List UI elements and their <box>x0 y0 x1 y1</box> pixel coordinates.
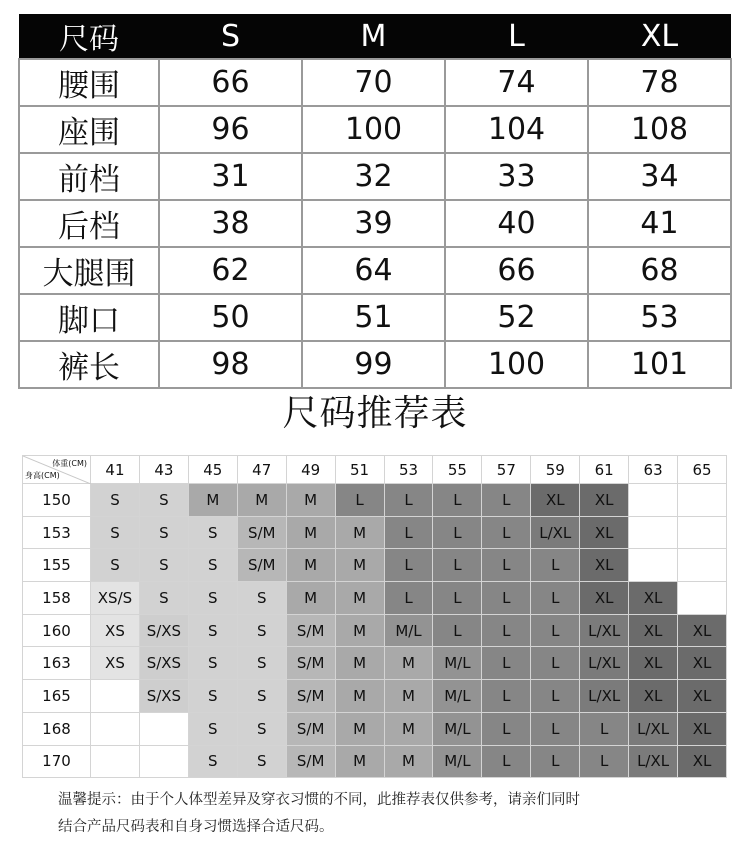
weight-header-cell: 49 <box>286 456 335 484</box>
height-row <box>23 484 727 517</box>
recommended-size-cell: S <box>91 549 140 582</box>
recommended-size-cell: M <box>384 745 433 778</box>
measurement-value: 34 <box>588 153 731 200</box>
recommended-size-cell: L/XL <box>531 516 580 549</box>
recommended-size-cell: XL <box>678 614 727 647</box>
measurement-label: 前档 <box>19 153 159 200</box>
recommended-size-cell: L <box>482 680 531 713</box>
recommended-size-cell: L <box>482 516 531 549</box>
recommended-size-cell: S/M <box>286 745 335 778</box>
recommended-size-cell: XL <box>678 745 727 778</box>
measurement-label: 后档 <box>19 200 159 247</box>
recommended-size-cell: M/L <box>384 614 433 647</box>
recommended-size-cell: XS <box>91 647 140 680</box>
recommended-size-cell: S <box>188 614 237 647</box>
recommended-size-cell: S/M <box>286 712 335 745</box>
measurement-value: 50 <box>159 294 302 341</box>
measurement-value: 98 <box>159 341 302 388</box>
recommended-size-cell: L <box>482 712 531 745</box>
measurement-value: 74 <box>445 59 588 106</box>
measurement-value: 70 <box>302 59 445 106</box>
recommended-size-cell: XL <box>580 549 629 582</box>
height-row <box>23 549 727 582</box>
recommended-size-cell: M/L <box>433 647 482 680</box>
recommended-size-cell: S <box>139 582 188 615</box>
measurement-value: 40 <box>445 200 588 247</box>
height-label-cell: 160 <box>23 614 91 647</box>
recommended-size-cell: S/M <box>286 647 335 680</box>
height-label-cell: 163 <box>23 647 91 680</box>
recommended-size-cell: S <box>237 647 286 680</box>
weight-header-cell: 51 <box>335 456 384 484</box>
recommended-size-cell: XL <box>678 712 727 745</box>
measurement-value: 66 <box>159 59 302 106</box>
recommended-size-cell <box>629 549 678 582</box>
height-label-cell: 165 <box>23 680 91 713</box>
recommended-size-cell <box>678 549 727 582</box>
recommended-size-cell: S <box>139 484 188 517</box>
recommended-size-cell: L <box>531 549 580 582</box>
height-row <box>23 712 727 745</box>
height-row <box>23 745 727 778</box>
recommended-size-cell: S/M <box>286 680 335 713</box>
recommended-size-cell: M <box>335 680 384 713</box>
recommended-size-cell: XL <box>678 647 727 680</box>
height-label-cell: 170 <box>23 745 91 778</box>
recommended-size-cell: L <box>482 582 531 615</box>
recommended-size-cell: L <box>335 484 384 517</box>
measurement-value: 96 <box>159 106 302 153</box>
tip-note <box>58 787 718 841</box>
size-chart-body <box>19 59 731 388</box>
size-row <box>19 247 731 294</box>
size-row <box>19 294 731 341</box>
recommended-size-cell <box>629 516 678 549</box>
recommended-size-cell: L <box>384 484 433 517</box>
measurement-label: 腰围 <box>19 59 159 106</box>
recommended-size-cell: M/L <box>433 745 482 778</box>
recommended-size-cell: L <box>433 614 482 647</box>
recommended-size-cell: L <box>433 582 482 615</box>
recommended-size-cell: S/M <box>237 516 286 549</box>
measurement-value: 99 <box>302 341 445 388</box>
recommended-size-cell: XL <box>678 680 727 713</box>
weight-header-cell: 55 <box>433 456 482 484</box>
grid-corner-cell <box>23 456 91 484</box>
recommended-size-cell <box>629 484 678 517</box>
measurement-label: 裤长 <box>19 341 159 388</box>
recommended-size-cell: L/XL <box>629 712 678 745</box>
recommended-size-cell: L <box>580 745 629 778</box>
recommended-size-cell <box>91 680 140 713</box>
recommended-size-cell: S <box>237 712 286 745</box>
recommended-size-cell: S <box>139 549 188 582</box>
weight-header-cell: 63 <box>629 456 678 484</box>
recommended-size-cell: M <box>335 647 384 680</box>
weight-header-cell: 45 <box>188 456 237 484</box>
recommended-size-cell: S <box>188 647 237 680</box>
recommendation-title: 尺码推荐表 <box>282 393 468 434</box>
recommended-size-cell: M <box>384 680 433 713</box>
measurement-label: 座围 <box>19 106 159 153</box>
measurement-value: 53 <box>588 294 731 341</box>
weight-header-cell: 59 <box>531 456 580 484</box>
recommended-size-cell: XL <box>629 647 678 680</box>
recommendation-grid-body <box>23 484 727 778</box>
recommended-size-cell: XS <box>91 614 140 647</box>
size-row <box>19 341 731 388</box>
recommended-size-cell: L <box>384 582 433 615</box>
recommended-size-cell: XL <box>580 516 629 549</box>
weight-header-cell: 41 <box>91 456 140 484</box>
measurement-value: 38 <box>159 200 302 247</box>
recommended-size-cell: M <box>335 614 384 647</box>
height-row <box>23 516 727 549</box>
weight-header-cell: 65 <box>678 456 727 484</box>
recommended-size-cell: L/XL <box>580 680 629 713</box>
height-label-cell: 150 <box>23 484 91 517</box>
measurement-value: 66 <box>445 247 588 294</box>
recommended-size-cell: S <box>91 516 140 549</box>
recommended-size-cell: L <box>433 549 482 582</box>
recommended-size-cell: L <box>482 647 531 680</box>
measurement-value: 31 <box>159 153 302 200</box>
recommended-size-cell: S <box>237 680 286 713</box>
recommended-size-cell: L/XL <box>629 745 678 778</box>
recommended-size-cell: M/L <box>433 680 482 713</box>
height-label-cell: 153 <box>23 516 91 549</box>
weight-axis-label: 体重(CM) <box>52 459 87 468</box>
recommended-size-cell: XL <box>531 484 580 517</box>
recommended-size-cell: L <box>482 549 531 582</box>
recommended-size-cell: M <box>335 712 384 745</box>
header-size-s: S <box>159 14 302 59</box>
header-size-label: 尺码 <box>19 14 159 59</box>
recommended-size-cell: S/XS <box>139 647 188 680</box>
header-size-l: L <box>445 14 588 59</box>
recommended-size-cell: L <box>531 614 580 647</box>
size-row <box>19 200 731 247</box>
height-axis-label: 身高(CM) <box>25 471 60 480</box>
recommended-size-cell: L/XL <box>580 647 629 680</box>
recommended-size-cell: M <box>335 516 384 549</box>
height-label-cell: 158 <box>23 582 91 615</box>
recommended-size-cell <box>91 745 140 778</box>
measurement-value: 100 <box>445 341 588 388</box>
recommended-size-cell: S/M <box>286 614 335 647</box>
weight-header-cell: 53 <box>384 456 433 484</box>
recommended-size-cell: M/L <box>433 712 482 745</box>
recommended-size-cell: L <box>531 582 580 615</box>
measurement-label: 脚口 <box>19 294 159 341</box>
recommended-size-cell: M <box>384 647 433 680</box>
recommended-size-cell <box>139 745 188 778</box>
recommended-size-cell: S/XS <box>139 614 188 647</box>
recommended-size-cell: L <box>531 647 580 680</box>
recommended-size-cell: S <box>188 549 237 582</box>
size-row <box>19 106 731 153</box>
recommended-size-cell: XL <box>580 484 629 517</box>
recommended-size-cell <box>139 712 188 745</box>
recommended-size-cell <box>91 712 140 745</box>
recommended-size-cell: L <box>433 484 482 517</box>
measurement-value: 78 <box>588 59 731 106</box>
tip-note-line-1: 温馨提示：由于个人体型差异及穿衣习惯的不同，此推荐表仅供参考，请亲们同时 <box>58 792 580 808</box>
recommended-size-cell: XS/S <box>91 582 140 615</box>
recommended-size-cell: L <box>482 614 531 647</box>
recommended-size-cell: M <box>286 516 335 549</box>
size-row <box>19 153 731 200</box>
measurement-value: 39 <box>302 200 445 247</box>
recommended-size-cell: S <box>188 745 237 778</box>
recommended-size-cell: L <box>433 516 482 549</box>
recommended-size-cell: M <box>335 582 384 615</box>
measurement-value: 104 <box>445 106 588 153</box>
recommended-size-cell: S/XS <box>139 680 188 713</box>
recommended-size-cell: L <box>580 712 629 745</box>
recommended-size-cell: S <box>188 680 237 713</box>
height-label-cell: 168 <box>23 712 91 745</box>
recommended-size-cell: S <box>237 582 286 615</box>
measurement-value: 33 <box>445 153 588 200</box>
recommended-size-cell: L/XL <box>580 614 629 647</box>
recommended-size-cell: L <box>531 680 580 713</box>
recommended-size-cell <box>678 516 727 549</box>
height-row <box>23 582 727 615</box>
recommended-size-cell: M <box>237 484 286 517</box>
measurement-value: 68 <box>588 247 731 294</box>
recommended-size-cell: S <box>188 516 237 549</box>
recommended-size-cell <box>678 484 727 517</box>
height-label-cell: 155 <box>23 549 91 582</box>
header-size-xl: XL <box>588 14 731 59</box>
recommended-size-cell: M <box>286 484 335 517</box>
recommended-size-cell: L <box>482 484 531 517</box>
weight-header-row <box>23 456 727 484</box>
weight-header-cell: 57 <box>482 456 531 484</box>
recommended-size-cell: L <box>384 549 433 582</box>
recommended-size-cell: L <box>482 745 531 778</box>
recommended-size-cell: XL <box>580 582 629 615</box>
measurement-value: 64 <box>302 247 445 294</box>
measurement-value: 101 <box>588 341 731 388</box>
recommended-size-cell: M <box>335 745 384 778</box>
size-chart-table <box>18 14 732 389</box>
recommended-size-cell: XL <box>629 680 678 713</box>
measurement-value: 32 <box>302 153 445 200</box>
measurement-value: 41 <box>588 200 731 247</box>
recommended-size-cell: L <box>531 712 580 745</box>
weight-header-cell: 43 <box>139 456 188 484</box>
measurement-value: 52 <box>445 294 588 341</box>
recommended-size-cell: S <box>91 484 140 517</box>
weight-header-cell: 47 <box>237 456 286 484</box>
measurement-value: 62 <box>159 247 302 294</box>
recommended-size-cell: M <box>384 712 433 745</box>
recommended-size-cell: M <box>286 582 335 615</box>
recommended-size-cell: L <box>384 516 433 549</box>
recommended-size-cell <box>678 582 727 615</box>
recommended-size-cell: S <box>139 516 188 549</box>
tip-note-line-2: 结合产品尺码表和自身习惯选择合适尺码。 <box>58 819 334 835</box>
height-row <box>23 614 727 647</box>
recommended-size-cell: L <box>531 745 580 778</box>
recommended-size-cell: S <box>188 712 237 745</box>
recommended-size-cell: M <box>188 484 237 517</box>
recommended-size-cell: S <box>188 582 237 615</box>
recommended-size-cell: M <box>286 549 335 582</box>
recommended-size-cell: M <box>335 549 384 582</box>
measurement-value: 51 <box>302 294 445 341</box>
recommended-size-cell: XL <box>629 614 678 647</box>
recommended-size-cell: S/M <box>237 549 286 582</box>
measurement-value: 108 <box>588 106 731 153</box>
measurement-label: 大腿围 <box>19 247 159 294</box>
recommended-size-cell: XL <box>629 582 678 615</box>
measurement-value: 100 <box>302 106 445 153</box>
recommended-size-cell: S <box>237 745 286 778</box>
size-chart-header <box>19 14 731 59</box>
recommended-size-cell: S <box>237 614 286 647</box>
height-row <box>23 680 727 713</box>
size-row <box>19 59 731 106</box>
weight-header-cell: 61 <box>580 456 629 484</box>
header-size-m: M <box>302 14 445 59</box>
size-recommendation-grid <box>22 455 727 778</box>
height-row <box>23 647 727 680</box>
